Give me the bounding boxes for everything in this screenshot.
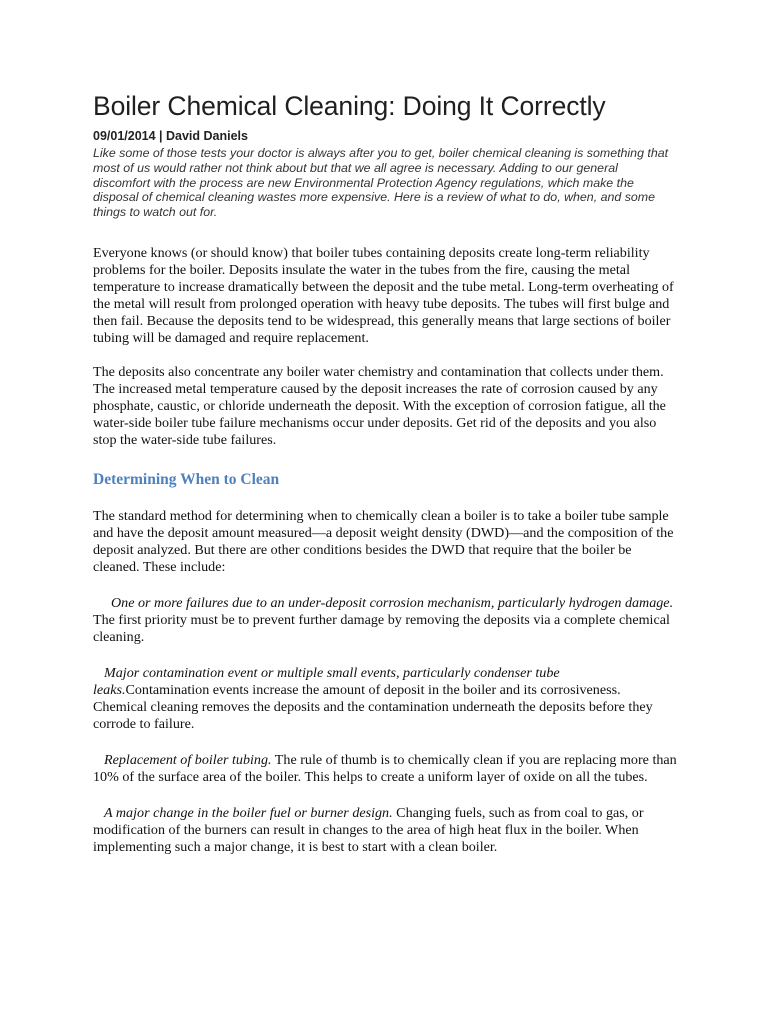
condition-text: The rule of thumb is to chemically clean if you are replacing more than 10% of the surface area of the boiler. This helps to create a uniform layer of oxide on all the tubes. — [93, 751, 677, 785]
condition-lead: Major contamination event or multiple small events, particularly condenser tube leaks. — [93, 664, 560, 698]
article-lede: Like some of those tests your doctor is always after you to get, boiler chemical cleaning is something that most of us would rather not think about but that we all agree is necessary. Adding to our general discomfort with the process are new Environmental Protection Agency regulations, which make the disposal of chemical cleaning wastes more expensive. Here is a review of what to do, when, and some things to watch out for. — [93, 146, 669, 220]
condition-lead: Replacement of boiler tubing. — [104, 751, 272, 768]
document-page — [93, 88, 678, 856]
condition-lead: A major change in the boiler fuel or burner design. — [104, 804, 393, 821]
condition-item — [93, 752, 678, 786]
section-intro: The standard method for determining when to chemically clean a boiler is to take a boiler tube sample and have the deposit amount measured—a deposit weight density (DWD)—and the composition of the deposit analyzed. But there are other conditions besides the DWD that require that the boiler be cleaned. These include: — [93, 507, 674, 575]
condition-text: Changing fuels, such as from coal to gas, or modification of the burners can result in changes to the area of high heat flux in the boiler. When implementing such a major change, it is best to start with a clean boiler. — [93, 804, 644, 855]
body-paragraph: The deposits also concentrate any boiler water chemistry and contamination that collects under them. The increased metal temperature caused by the deposit increases the rate of corrosion caused by any phosphate, caustic, or chloride underneath the deposit. With the exception of corrosion fatigue, all the water-side boiler tube failure mechanisms occur under deposits. Get rid of the deposits and you also stop the water-side tube failures. — [93, 363, 666, 448]
article-title: Boiler Chemical Cleaning: Doing It Correctly — [93, 91, 606, 121]
article-byline: 09/01/2014 | David Daniels — [93, 129, 248, 143]
condition-text: The first priority must be to prevent further damage by removing the deposits via a complete chemical cleaning. — [93, 611, 670, 645]
condition-item — [93, 595, 678, 646]
body-paragraph: Everyone knows (or should know) that boiler tubes containing deposits create long-term reliability problems for the boiler. Deposits insulate the water in the tubes from the fire, causing the metal temperature to increase dramatically between the deposit and the tube metal. Long-term overheating of the metal will result from prolonged operation with heavy tube deposits. The tubes will first bulge and then fail. Because the deposits tend to be widespread, this generally means that large sections of boiler tubing will be damaged and require replacement. — [93, 244, 674, 346]
condition-text: Contamination events increase the amount of deposit in the boiler and its corrosiveness. Chemical cleaning removes the deposits and the contamination underneath the deposits before they corrode to failure. — [93, 681, 653, 732]
condition-lead: One or more failures due to an under-deposit corrosion mechanism, particularly hydrogen damage. — [111, 594, 674, 611]
condition-item — [93, 665, 678, 733]
condition-item — [93, 805, 678, 856]
section-heading: Determining When to Clean — [93, 470, 280, 488]
